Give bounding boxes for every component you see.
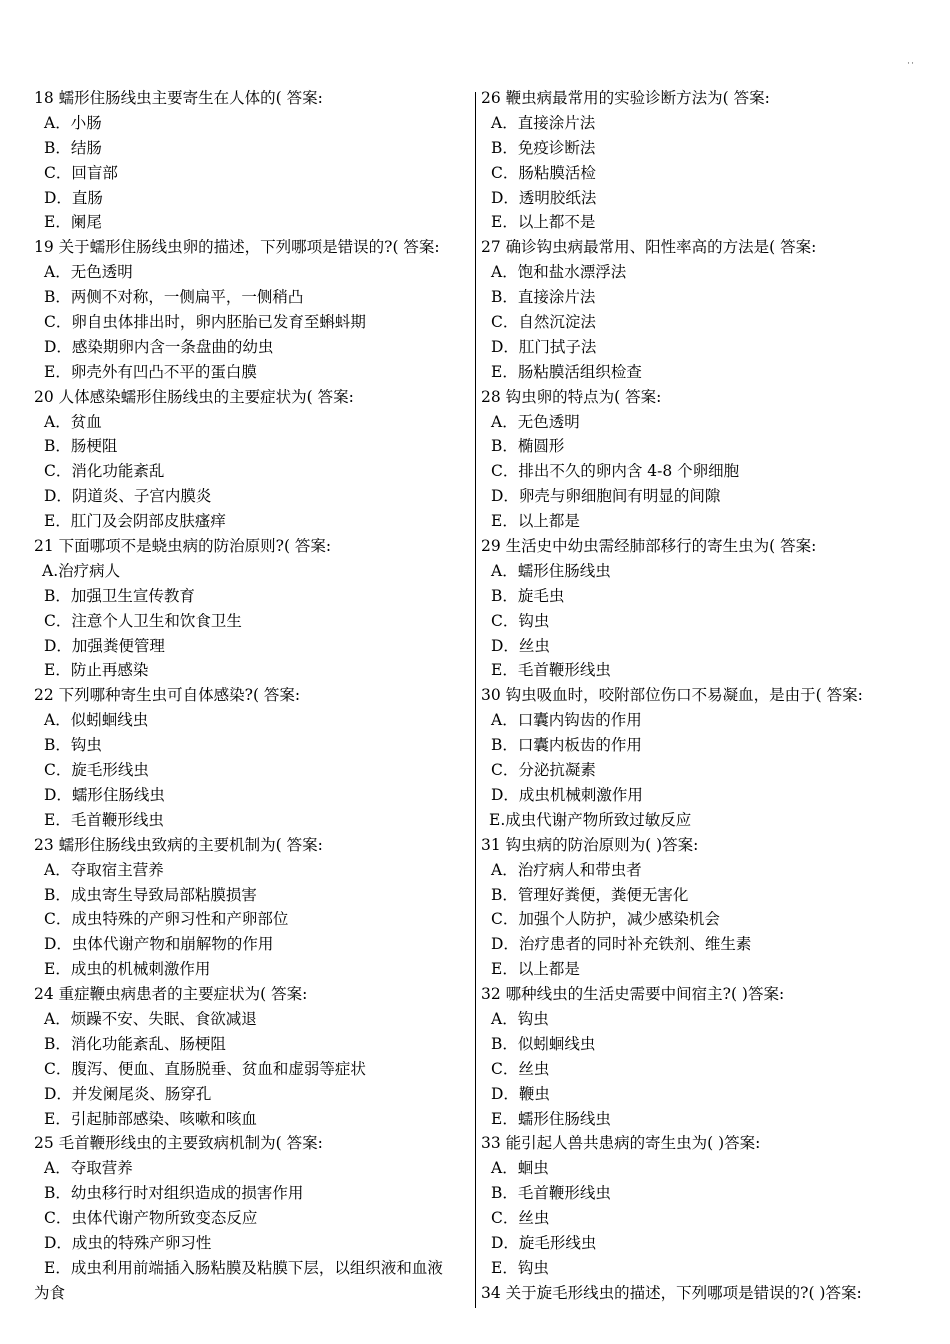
question-text: 21 下面哪项不是蛲虫病的防治原则?( 答案: (34, 537, 332, 556)
answer-option: E．成虫利用前端插入肠粘膜及粘膜下层，以组织液和血液 (44, 1258, 443, 1277)
answer-option: D．丝虫 (491, 636, 550, 655)
answer-option: D．鞭虫 (491, 1084, 550, 1103)
question-text: 27 确诊钩虫病最常用、阳性率高的方法是( 答案: (481, 238, 817, 257)
answer-option: C．丝虫 (491, 1209, 550, 1228)
answer-option: C．腹泻、便血、直肠脱垂、贫血和虚弱等症状 (44, 1059, 366, 1078)
question-text: 18 蠕形住肠线虫主要寄生在人体的( 答案: (34, 89, 323, 107)
question-text: 25 毛首鞭形线虫的主要致病机制为( 答案: (34, 1134, 323, 1153)
column-divider (475, 92, 476, 1308)
answer-option: C．分泌抗凝素 (491, 761, 596, 780)
answer-option: A．直接涂片法 (491, 113, 596, 132)
answer-option: A．夺取宿主营养 (44, 860, 164, 879)
answer-option: C．旋毛形线虫 (44, 761, 149, 780)
answer-option: B．成虫寄生导致局部粘膜损害 (44, 885, 257, 904)
question-text: 19 关于蠕形住肠线虫卵的描述，下列哪项是错误的?( 答案: (34, 238, 440, 257)
answer-option: A．似蚓蛔线虫 (44, 711, 149, 730)
answer-option: E．卵壳外有凹凸不平的蛋白膜 (44, 362, 257, 381)
question-text: 22 下列哪种寄生虫可自体感染?( 答案: (34, 686, 301, 705)
answer-option: D．阴道炎、子宫内膜炎 (44, 487, 212, 506)
answer-option: A．无色透明 (44, 263, 133, 282)
answer-option: D．直肠 (44, 188, 103, 207)
answer-option: E．毛首鞭形线虫 (44, 810, 164, 829)
answer-option: E．钩虫 (491, 1258, 549, 1277)
answer-option: C．排出不久的卵内含 4-8 个卵细胞 (491, 462, 740, 481)
answer-option: D．蠕形住肠线虫 (44, 785, 165, 804)
answer-option: D．感染期卵内含一条盘曲的幼虫 (44, 337, 274, 356)
answer-option: B．加强卫生宣传教育 (44, 586, 195, 605)
question-text: 23 蠕形住肠线虫致病的主要机制为( 答案: (34, 835, 323, 854)
answer-option: D．并发阑尾炎、肠穿孔 (44, 1084, 212, 1103)
answer-option: D．旋毛形线虫 (491, 1233, 597, 1252)
answer-option: C．回盲部 (44, 163, 118, 182)
left-column (34, 86, 476, 1306)
answer-option: C．成虫特殊的产卵习性和产卵部位 (44, 910, 289, 929)
answer-option: D．卵壳与卵细胞间有明显的间隙 (491, 487, 721, 506)
answer-option: B．肠梗阻 (44, 437, 118, 456)
answer-option: B．两侧不对称，一侧扁平，一侧稍凸 (44, 288, 304, 307)
answer-option: B．消化功能紊乱、肠梗阻 (44, 1034, 226, 1053)
answer-option: E．肛门及会阴部皮肤瘙痒 (44, 512, 226, 531)
question-text: 30 钩虫吸血时，咬附部位伤口不易凝血，是由于( 答案: (481, 686, 863, 705)
answer-option: A．口囊内钩齿的作用 (491, 711, 642, 730)
answer-option: D．透明胶纸法 (491, 188, 597, 207)
corner-mark: ˙˙ (906, 62, 914, 73)
question-text: 31 钩虫病的防治原则为( )答案: (481, 835, 699, 854)
answer-option: D．肛门拭子法 (491, 337, 597, 356)
answer-option: B．结肠 (44, 138, 102, 157)
answer-option: A．蛔虫 (491, 1159, 549, 1178)
answer-option: A．治疗病人和带虫者 (491, 860, 642, 879)
answer-option: E．防止再感染 (44, 661, 149, 680)
question-text: 32 哪种线虫的生活史需要中间宿主?( )答案: (481, 985, 785, 1004)
answer-option: C．消化功能紊乱 (44, 462, 165, 481)
answer-option: D．加强粪便管理 (44, 636, 165, 655)
answer-option: C．虫体代谢产物所致变态反应 (44, 1209, 258, 1228)
answer-option: E．以上都是 (491, 960, 580, 979)
answer-option: D．虫体代谢产物和崩解物的作用 (44, 935, 274, 954)
answer-option: C．卵自虫体排出时，卵内胚胎已发育至蝌蚪期 (44, 313, 366, 332)
answer-option: C．钩虫 (491, 611, 550, 630)
answer-option: B．钩虫 (44, 736, 102, 755)
question-text: 24 重症鞭虫病患者的主要症状为( 答案: (34, 985, 308, 1004)
question-text: 28 钩虫卵的特点为( 答案: (481, 387, 662, 406)
answer-option: A．小肠 (44, 113, 102, 132)
answer-option: E．引起肺部感染、咳嗽和咳血 (44, 1109, 257, 1128)
answer-option: B．椭圆形 (491, 437, 565, 456)
answer-option: A．贫血 (44, 412, 102, 431)
answer-option: C．肠粘膜活检 (491, 163, 596, 182)
answer-option: A．烦躁不安、失眠、食欲减退 (44, 1009, 257, 1028)
answer-option: E.成虫代谢产物所致过敏反应 (489, 810, 692, 829)
answer-option: D．成虫的特殊产卵习性 (44, 1233, 212, 1252)
answer-option: B．管理好粪便，粪便无害化 (491, 885, 689, 904)
right-column (481, 86, 921, 1306)
answer-option: C．加强个人防护，减少感染机会 (491, 910, 720, 929)
answer-option: E．阑尾 (44, 213, 102, 232)
answer-option: B．免疫诊断法 (491, 138, 596, 157)
answer-option: C．注意个人卫生和饮食卫生 (44, 611, 242, 630)
answer-option: A．无色透明 (491, 412, 580, 431)
question-text: 34 关于旋毛形线虫的描述，下列哪项是错误的?( )答案: (481, 1283, 862, 1302)
answer-option: E．以上都是 (491, 512, 580, 531)
answer-option: E．肠粘膜活组织检查 (491, 362, 642, 381)
answer-option: B．幼虫移行时对组织造成的损害作用 (44, 1184, 304, 1203)
answer-option: B．口囊内板齿的作用 (491, 736, 642, 755)
answer-option: B．直接涂片法 (491, 288, 596, 307)
answer-option: A．饱和盐水漂浮法 (491, 263, 627, 282)
answer-option: B．毛首鞭形线虫 (491, 1184, 611, 1203)
answer-option: E．毛首鞭形线虫 (491, 661, 611, 680)
answer-option: E．以上都不是 (491, 213, 596, 232)
answer-option: B．旋毛虫 (491, 586, 565, 605)
answer-option: A．钩虫 (491, 1009, 549, 1028)
question-text: 33 能引起人兽共患病的寄生虫为( )答案: (481, 1134, 761, 1153)
answer-option: E．成虫的机械刺激作用 (44, 960, 211, 979)
question-text: 26 鞭虫病最常用的实验诊断方法为( 答案: (481, 89, 770, 107)
answer-option: E．蠕形住肠线虫 (491, 1109, 611, 1128)
question-text: 29 生活史中幼虫需经肺部移行的寄生虫为( 答案: (481, 537, 817, 556)
answer-option: A.治疗病人 (42, 561, 121, 580)
answer-option: A．夺取营养 (44, 1159, 133, 1178)
answer-option: A．蠕形住肠线虫 (491, 561, 611, 580)
answer-option: C．自然沉淀法 (491, 313, 596, 332)
answer-option: B．似蚓蛔线虫 (491, 1034, 596, 1053)
answer-option: D．成虫机械刺激作用 (491, 785, 643, 804)
answer-option: C．丝虫 (491, 1059, 550, 1078)
question-text: 为食 (34, 1283, 66, 1302)
question-text: 20 人体感染蠕形住肠线虫的主要症状为( 答案: (34, 387, 354, 406)
answer-option: D．治疗患者的同时补充铁剂、维生素 (491, 935, 752, 954)
